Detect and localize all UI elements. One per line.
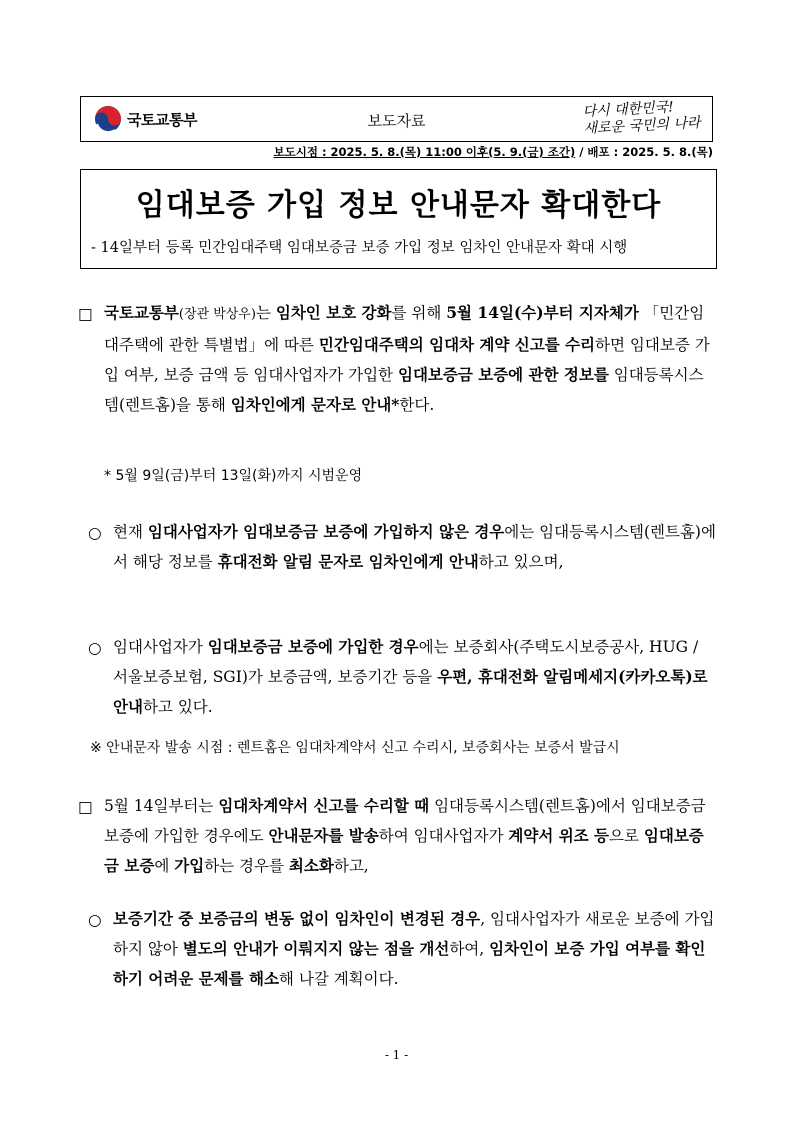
notice-note: ※ 안내문자 발송 시점 : 렌트홈은 임대차계약서 신고 수리시, 보증회사는 보증서 발급시 bbox=[90, 740, 620, 756]
text-run: 우편, 휴대전화 알림메세지(카카오톡)로 안내 bbox=[113, 667, 708, 716]
text-run: 임대사업자가 임대보증금 보증에 가입하지 않은 경우 bbox=[147, 522, 505, 541]
text-run: 하고 있으며, bbox=[478, 553, 564, 571]
release-time: 보도시점 : 2025. 5. 8.(목) 11:00 이후(5. 9.(금) 조간) bbox=[273, 145, 576, 159]
text-run: 임대사업자가 bbox=[113, 638, 208, 656]
text-run: 하여, bbox=[449, 940, 490, 958]
page-number: - 1 - bbox=[384, 1048, 409, 1062]
text-run: 안내문자를 발송 bbox=[268, 826, 379, 845]
slogan-signature bbox=[582, 98, 701, 138]
text-run: , 임대사업자가 새로운 보증에 가입하지 않아 bbox=[113, 910, 715, 958]
text-run: 보증기간 중 보증금의 변동 없이 임차인이 변경된 경우 bbox=[113, 909, 481, 928]
bullet-marker-1: ○ bbox=[88, 524, 102, 542]
press-release-label: 보도자료 bbox=[367, 112, 426, 130]
ministry-name: 국토교통부 bbox=[127, 110, 197, 129]
text-run: 임차인 보호 강화 bbox=[275, 303, 392, 322]
section-marker-2: □ bbox=[78, 798, 93, 816]
text-run: 하면 임대보증 가입 여부, 보증 금액 등 임대사업자가 가입한 bbox=[104, 336, 710, 384]
text-run: 임대보증금 보증에 관한 정보를 bbox=[397, 365, 609, 384]
text-run: 한다. bbox=[399, 396, 435, 414]
slogan-line-1: 다시 대한민국! bbox=[582, 99, 675, 121]
text-run: 5월 14일(수)부터 지자체가 bbox=[446, 303, 639, 322]
page-subtitle: - 14일부터 등록 민간임대주택 임대보증금 보증 가입 정보 임차인 안내문자 확대 시행 bbox=[91, 240, 628, 256]
text-run: 최소화 bbox=[288, 856, 334, 875]
text-run: 하고, bbox=[333, 857, 369, 875]
text-run: 국토교통부 bbox=[104, 303, 179, 322]
section-2-paragraph bbox=[104, 791, 716, 881]
text-run: 임대차계약서 신고를 수리할 때 bbox=[218, 796, 430, 815]
bullet-2-paragraph bbox=[113, 632, 716, 722]
text-run: 에는 보증회사(주택도시보증공사, HUG / 서울보증보험, SGI)가 보증금액, 보증기간 등을 bbox=[113, 638, 699, 686]
text-run: 으로 bbox=[609, 827, 644, 845]
release-info bbox=[80, 144, 713, 160]
title-box bbox=[80, 169, 717, 269]
section-marker-1: □ bbox=[78, 305, 93, 323]
slogan-line-2: 새로운 국민의 나라 bbox=[582, 114, 701, 138]
text-run: * bbox=[391, 395, 400, 414]
distribution-date: / 배포 : 2025. 5. 8.(목) bbox=[575, 145, 713, 159]
masthead bbox=[80, 96, 713, 142]
text-run: 5월 14일부터는 bbox=[104, 797, 219, 815]
text-run: 별도의 안내가 이뤄지지 않는 점을 개선 bbox=[182, 939, 450, 958]
text-run: 임대보증금 보증 bbox=[104, 826, 704, 875]
text-run: 를 위해 bbox=[391, 304, 447, 322]
text-run: 임대보증금 보증에 가입한 경우 bbox=[207, 637, 419, 656]
text-run: 임대등록시스템(렌트홈)을 통해 bbox=[104, 366, 704, 414]
text-run: 는 bbox=[255, 304, 276, 322]
section-1-paragraph bbox=[104, 298, 716, 420]
bullet-marker-2: ○ bbox=[88, 639, 102, 657]
text-run: 가입 bbox=[174, 856, 205, 875]
text-run: 에 bbox=[154, 857, 175, 875]
text-run: 「민간임대주택에 관한 특별법」에 따른 bbox=[104, 304, 705, 354]
bullet-1-paragraph bbox=[113, 517, 716, 577]
text-run: 하고 있다. bbox=[142, 698, 213, 716]
text-run: 임차인에게 문자로 안내 bbox=[230, 395, 392, 414]
text-run: 에는 임대등록시스템(렌트홈)에서 해당 정보를 bbox=[113, 523, 716, 571]
bullet-3-paragraph bbox=[113, 904, 716, 994]
text-run: 하는 경우를 bbox=[204, 857, 289, 875]
text-run: (장관 박상우) bbox=[178, 307, 256, 322]
text-run: 민간임대주택의 임대차 계약 신고를 수리 bbox=[318, 335, 596, 354]
page-title: 임대보증 가입 정보 안내문자 확대한다 bbox=[135, 188, 662, 223]
text-run: 임대등록시스템(렌트홈)에서 임대보증금 보증에 가입한 경우에도 bbox=[104, 797, 706, 845]
text-run: 해 나갈 계획이다. bbox=[278, 970, 399, 988]
text-run: 임차인이 보증 가입 여부를 확인하기 어려운 문제를 해소 bbox=[113, 939, 706, 988]
text-run: 하여 임대사업자가 bbox=[378, 827, 509, 845]
bullet-marker-3: ○ bbox=[88, 911, 102, 929]
text-run: 현재 bbox=[113, 523, 148, 541]
text-run: 계약서 위조 등 bbox=[508, 826, 610, 845]
text-run: 휴대전화 알림 문자로 임차인에게 안내 bbox=[217, 552, 479, 571]
footnote: * 5월 9일(금)부터 13일(화)까지 시범운영 bbox=[104, 468, 363, 484]
